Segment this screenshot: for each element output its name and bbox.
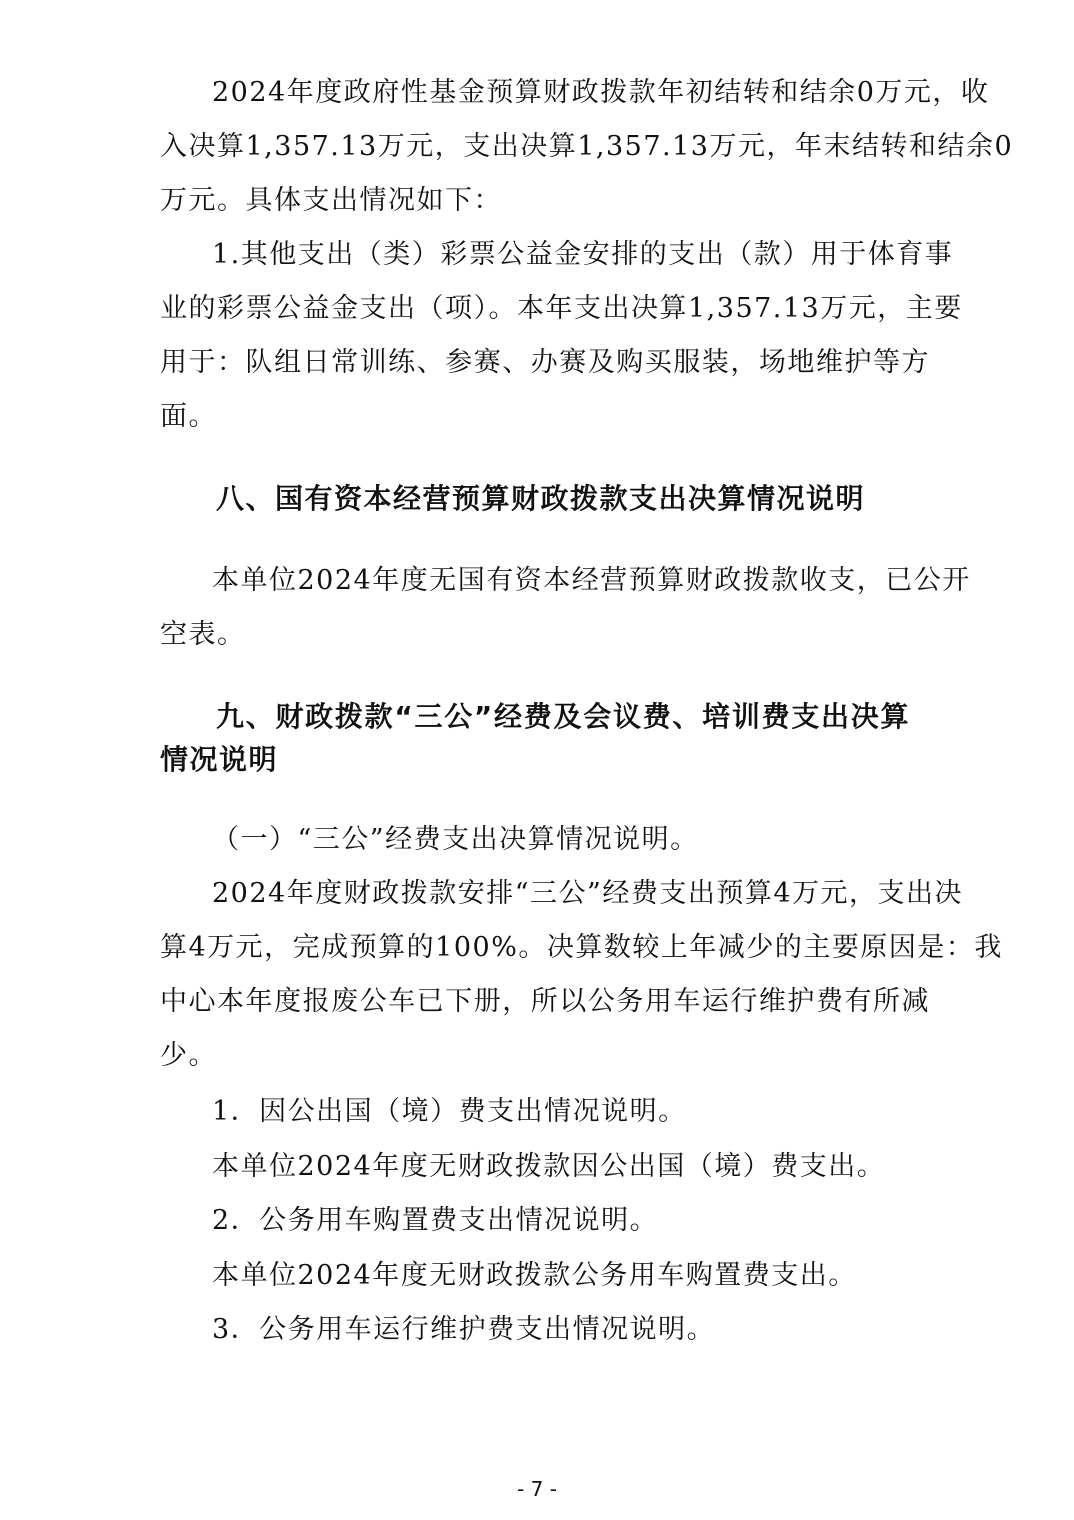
section-heading: 情况说明 bbox=[160, 743, 279, 776]
paragraph-line: 1.其他支出（类）彩票公益金安排的支出（款）用于体育事 bbox=[212, 239, 954, 270]
paragraph-line: 万元。具体支出情况如下： bbox=[160, 185, 502, 216]
paragraph-line: 面。 bbox=[160, 401, 217, 432]
paragraph-line: 本单位2024年度无财政拨款公务用车购置费支出。 bbox=[212, 1260, 857, 1291]
paragraph-line: 本单位2024年度无财政拨款因公出国（境）费支出。 bbox=[212, 1151, 886, 1182]
paragraph-line: 2024年度政府性基金预算财政拨款年初结转和结余0万元，收 bbox=[212, 77, 990, 108]
section-heading: 九、财政拨款“三公”经费及会议费、培训费支出决算 bbox=[216, 700, 910, 733]
page-number: - 7 - bbox=[517, 1477, 557, 1501]
paragraph-line: 业的彩票公益金支出（项）。本年支出决算1,357.13万元，主要 bbox=[160, 293, 963, 324]
subsection-heading: （一）“三公”经费支出决算情况说明。 bbox=[212, 824, 699, 855]
paragraph-line: 空表。 bbox=[160, 619, 246, 650]
point-heading: 3．公务用车运行维护费支出情况说明。 bbox=[212, 1314, 716, 1345]
paragraph-line: 本单位2024年度无国有资本经营预算财政拨款收支，已公开 bbox=[212, 565, 971, 596]
paragraph-line: 入决算1,357.13万元，支出决算1,357.13万元，年末结转和结余0 bbox=[160, 131, 1014, 162]
paragraph-line: 中心本年度报废公车已下册，所以公务用车运行维护费有所减 bbox=[160, 986, 930, 1017]
paragraph-line: 算4万元，完成预算的100%。决算数较上年减少的主要原因是：我 bbox=[160, 932, 1003, 963]
paragraph-line: 少。 bbox=[160, 1040, 217, 1071]
section-heading: 八、国有资本经营预算财政拨款支出决算情况说明 bbox=[216, 482, 866, 515]
paragraph-line: 用于：队组日常训练、参赛、办赛及购买服装，场地维护等方 bbox=[160, 347, 930, 378]
point-heading: 1．因公出国（境）费支出情况说明。 bbox=[212, 1096, 687, 1127]
point-heading: 2．公务用车购置费支出情况说明。 bbox=[212, 1205, 659, 1236]
paragraph-line: 2024年度财政拨款安排“三公”经费支出预算4万元，支出决 bbox=[212, 878, 963, 909]
